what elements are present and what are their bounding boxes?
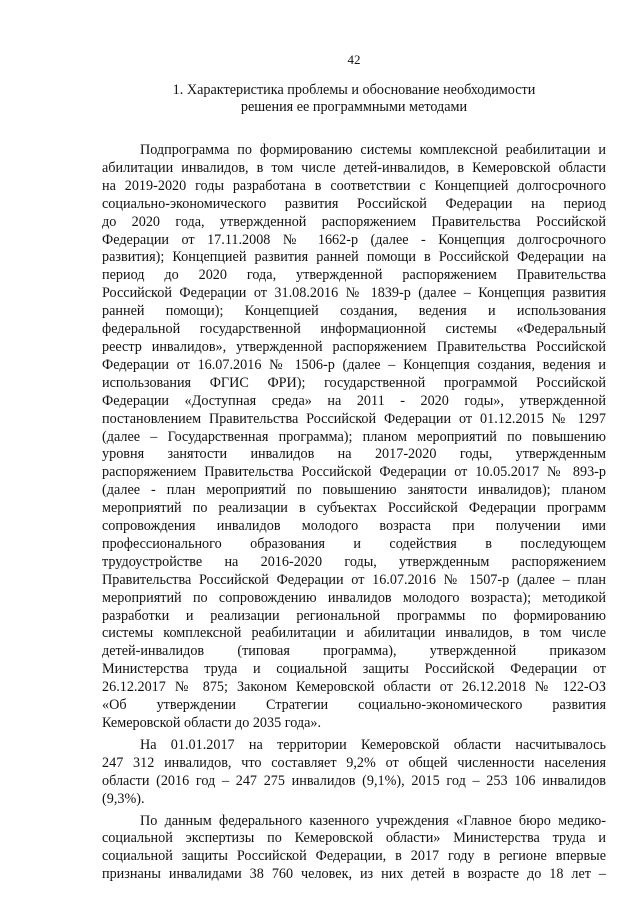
paragraph-line: распоряжением Правительства Российской Федерации от 10.05.2017 № 893-р — [102, 464, 606, 481]
paragraph — [102, 142, 606, 733]
paragraph-line: социально-экономического развития Российской Федерации на период — [102, 195, 606, 212]
paragraph-line: По данным федерального казенного учреждения «Главное бюро медико- — [140, 812, 606, 829]
paragraph-line: постановлением Правительства Российской Федерации от 01.12.2015 № 1297 — [102, 410, 606, 427]
paragraph-line: социальной защиты Российской Федерации, в 2017 году в регионе впервые — [102, 848, 606, 865]
paragraph-line: Федерации от 17.11.2008 № 1662-р (далее - Концепция долгосрочного — [102, 231, 606, 248]
document-body — [102, 142, 606, 884]
paragraph-line: реестр инвалидов», утвержденной распоряжением Правительства Российской — [102, 338, 606, 355]
paragraph-line: Правительства Российской Федерации от 16.07.2016 № 1507-р (далее – план — [102, 571, 606, 588]
paragraph-line: федеральной государственной информационной системы «Федеральный — [102, 321, 606, 338]
paragraph-line: развития); Концепцией развития ранней помощи в Российской Федерации на — [102, 249, 606, 266]
paragraph-line: признаны инвалидами 38 760 человек, из них детей в возрасте до 18 лет – — [102, 866, 606, 883]
paragraph-line: области (2016 год – 247 275 инвалидов (9,1%), 2015 год – 253 106 инвалидов — [102, 772, 606, 789]
paragraph-line: Федерации от 16.07.2016 № 1506-р (далее – Концепция создания, ведения и — [102, 356, 606, 373]
paragraph-line: (далее – Государственная программа); планом мероприятий по повышению — [102, 428, 606, 445]
paragraph-line: на 2019-2020 годы разработана в соответствии с Концепцией долгосрочного — [102, 177, 606, 194]
paragraph-line: Кемеровской области до 2035 года». — [102, 715, 322, 731]
paragraph-line: На 01.01.2017 на территории Кемеровской области насчитывалось — [140, 736, 606, 753]
paragraph-line: Российской Федерации от 31.08.2016 № 1839-р (далее – Концепция развития — [102, 285, 606, 302]
paragraph-line: «Об утверждении Стратегии социально-экономического развития — [102, 697, 606, 714]
paragraph-line: Федерации «Доступная среда» на 2011 - 2020 годы», утвержденной — [102, 392, 606, 409]
paragraph — [102, 813, 606, 885]
paragraph-line: системы комплексной реабилитации и абилитации инвалидов, в том числе — [102, 625, 606, 642]
paragraph-line: детей-инвалидов (типовая программа), утвержденной приказом — [102, 643, 606, 660]
paragraph-line: разработки и реализации региональной программы по формированию — [102, 607, 606, 624]
paragraph-line: до 2020 года, утвержденной распоряжением Правительства Российской — [102, 213, 606, 230]
paragraph-line: 247 312 инвалидов, что составляет 9,2% от общей численности населения — [102, 754, 606, 771]
paragraph-line: использования ФГИС ФРИ); государственной программой Российской — [102, 374, 606, 391]
paragraph-line: уровня занятости инвалидов на 2017-2020 годы, утвержденным — [102, 446, 606, 463]
section-heading-line: решения ее программными методами — [240, 99, 468, 115]
section-heading — [102, 82, 606, 116]
page-number: 42 — [347, 52, 361, 67]
section-heading-line: 1. Характеристика проблемы и обоснование необходимости — [172, 82, 536, 98]
paragraph-line: профессионального образования и содействия в последующем — [102, 535, 606, 552]
paragraph-line: ранней помощи); Концепцией создания, ведения и использования — [102, 303, 606, 320]
paragraph-line: абилитации инвалидов, в том числе детей-инвалидов, в Кемеровской области — [102, 159, 606, 176]
paragraph-line: мероприятий по сопровождению инвалидов молодого возраста); методикой — [102, 589, 606, 606]
paragraph-line: Подпрограмма по формированию системы комплексной реабилитации и — [140, 142, 606, 158]
paragraph-line: мероприятий по реализации в субъектах Российской Федерации программ — [102, 500, 606, 517]
paragraph-line: социальной экспертизы по Кемеровской области» Министерства труда и — [102, 830, 606, 847]
paragraph-line: Министерства труда и социальной защиты Российской Федерации от — [102, 661, 606, 678]
paragraph-line: (9,3%). — [102, 790, 145, 807]
paragraph-line: 26.12.2017 № 875; Законом Кемеровской области от 26.12.2018 № 122-ОЗ — [102, 679, 606, 696]
paragraph — [102, 737, 606, 809]
paragraph-line: сопровождения инвалидов молодого возраста при получении ими — [102, 518, 606, 535]
paragraph-line: трудоустройстве на 2016-2020 годы, утвержденным распоряжением — [102, 553, 606, 570]
paragraph-line: (далее - план мероприятий по повышению занятости инвалидов); планом — [102, 482, 606, 499]
paragraph-line: период до 2020 года, утвержденной распоряжением Правительства — [102, 267, 606, 284]
